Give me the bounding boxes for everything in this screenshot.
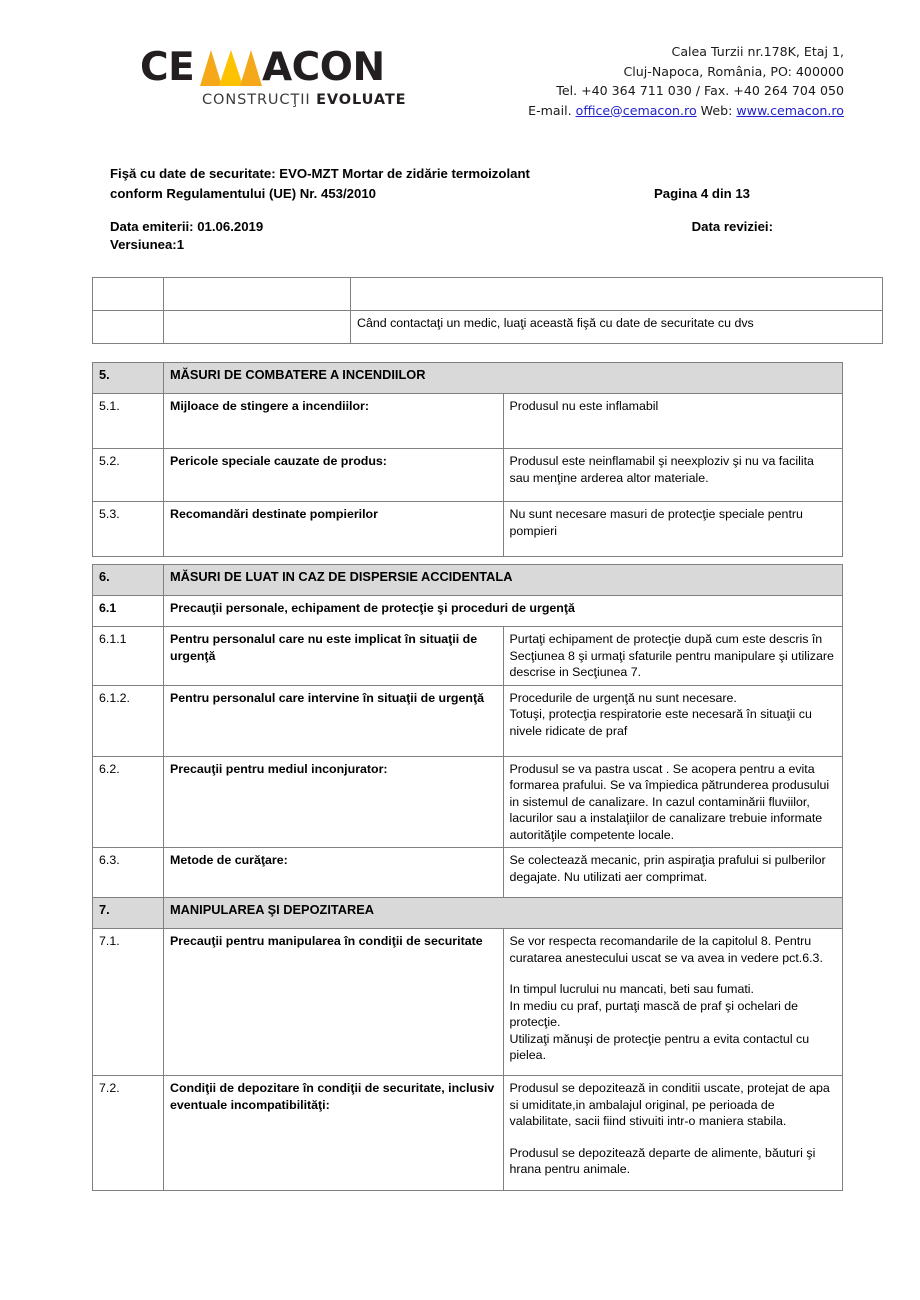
row-label-6-1-2: Pentru personalul care intervine în situaţii de urgenţă <box>164 685 504 756</box>
row-label-6-2: Precauţii pentru mediul inconjurator: <box>164 756 504 848</box>
website-link[interactable]: www.cemacon.ro <box>736 102 844 118</box>
contact-phone-fax: Tel. +40 364 711 030 / Fax. +40 264 704 050 <box>556 83 844 98</box>
page-indicator: Pagina 4 din 13 <box>653 186 750 201</box>
row-label-6-1-1: Pentru personalul care nu este implicat în situaţii de urgenţă <box>164 627 504 686</box>
row-body-6-1-2-line1: Procedurile de urgenţă nu sunt necesare. <box>509 690 737 705</box>
table-top-r1-c1 <box>93 278 164 311</box>
section-header-row <box>93 565 843 596</box>
logo-wordmark <box>140 45 390 90</box>
document-version: Versiunea:1 <box>110 237 185 252</box>
table-top-r2-c1 <box>93 311 164 344</box>
contact-email-web-line <box>528 101 844 121</box>
issue-date: Data emiterii: 01.06.2019 <box>110 219 264 234</box>
document-title-line2-row <box>110 184 750 204</box>
row-label-5-3: Recomandări destinate pompierilor <box>164 502 504 557</box>
logo-tagline <box>202 92 406 108</box>
row-number-7-2: 7.2. <box>93 1076 164 1191</box>
subsection-header-row <box>93 596 843 627</box>
table-top-r1-c3 <box>351 278 883 311</box>
table-row <box>93 311 883 344</box>
section-6-table <box>92 564 843 901</box>
logo-text-post: ACON <box>262 45 385 90</box>
row-label-7-1: Precauţii pentru manipularea în condiţii de securitate <box>164 929 504 1076</box>
row-number-7-1: 7.1. <box>93 929 164 1076</box>
section-5-number: 5. <box>93 363 164 394</box>
row-body-6-2: Produsul se va pastra uscat . Se acopera pentru a evita formarea prafului. Se va împiedica pătrunderea produsului in sistemul de canalizare. In cazul contaminării fluviilor, lacurilor sau a instalaţiilor de canalizare trebuie informate autorităţile competente locale. <box>503 756 843 848</box>
table-row <box>93 756 843 848</box>
row-number-6-2: 6.2. <box>93 756 164 848</box>
table-row <box>93 394 843 449</box>
row-number-5-1: 5.1. <box>93 394 164 449</box>
document-title-line1: Fişă cu date de securitate: EVO-MZT Mortar de zidărie termoizolant <box>110 166 530 181</box>
table-row <box>93 848 843 901</box>
row-body-7-1-line1: In timpul lucrului nu mancati, beti sau fumati. <box>509 982 754 996</box>
row-body-7-2 <box>503 1076 843 1191</box>
contact-address-line1: Calea Turzii nr.178K, Etaj 1, <box>671 44 844 59</box>
subsection-6-1-number: 6.1 <box>93 596 164 627</box>
web-label: Web: <box>696 102 737 118</box>
document-meta-block <box>110 218 850 254</box>
row-label-5-2: Pericole speciale cauzate de produs: <box>164 449 504 502</box>
revision-date: Data reviziei: <box>691 219 773 234</box>
table-row <box>93 502 843 557</box>
table-row <box>93 449 843 502</box>
row-body-7-2-paragraph2: Produsul se depozitează departe de alimente, băuturi şi hrana pentru animale. <box>509 1145 816 1176</box>
row-body-5-1: Produsul nu este inflamabil <box>503 394 843 449</box>
section-header-row <box>93 363 843 394</box>
section-7-heading: MANIPULAREA ŞI DEPOZITAREA <box>164 898 843 929</box>
row-label-5-1: Mijloace de stingere a incendiilor: <box>164 394 504 449</box>
row-body-7-1 <box>503 929 843 1076</box>
page-header <box>0 0 920 140</box>
row-body-7-1-line3: Utilizaţi mănuşi de protecţie pentru a evita contactul cu pielea. <box>509 1031 810 1062</box>
document-regulation-reference: conform Regulamentului (UE) Nr. 453/2010 <box>110 186 377 201</box>
table-top-r2-c3: Când contactaţi un medic, luaţi această fişă cu date de securitate cu dvs <box>351 311 883 344</box>
section-5-table <box>92 362 843 557</box>
row-label-6-3: Metode de curăţare: <box>164 848 504 901</box>
email-label: E-mail. <box>528 102 576 118</box>
row-number-6-3: 6.3. <box>93 848 164 901</box>
table-row <box>93 278 883 311</box>
table-top-r2-c2 <box>164 311 351 344</box>
company-contact-info <box>528 42 844 120</box>
email-link[interactable]: office@cemacon.ro <box>575 102 697 118</box>
row-number-5-3: 5.3. <box>93 502 164 557</box>
contact-address-line2: Cluj-Napoca, România, PO: 400000 <box>623 63 844 79</box>
logo-tagline-normal: CONSTRUCŢII <box>202 92 317 108</box>
table-top-r1-c2 <box>164 278 351 311</box>
table-row <box>93 627 843 686</box>
row-body-6-1-1: Purtaţi echipament de protecţie după cum este descris în Secţiunea 8 şi urmaţi sfaturile pentru manipulare şi utilizare descrise in Secţiunea 7. <box>503 627 843 686</box>
row-number-5-2: 5.2. <box>93 449 164 502</box>
document-title-block <box>110 164 850 204</box>
cemacon-logo <box>140 45 407 120</box>
row-body-7-1-paragraph1: Se vor respecta recomandarile de la capitolul 8. Pentru curatarea anestecului uscat se va avea in vedere pct.6.3. <box>509 934 823 965</box>
section-6-heading: MĂSURI DE LUAT IN CAZ DE DISPERSIE ACCIDENTALA <box>164 565 843 596</box>
table-row <box>93 929 843 1076</box>
section-7-number: 7. <box>93 898 164 929</box>
logo-m-glyph-icon <box>200 50 262 86</box>
row-body-7-2-paragraph1: Produsul se depozitează in conditii uscate, protejat de apa si umiditate,in ambalajul original, pe perioada de valabilitate, sacii fiind stivuiti intr-o maniera stabila. <box>509 1081 830 1128</box>
document-meta-row <box>110 218 773 236</box>
row-body-6-3: Se colectează mecanic, prin aspiraţia prafului si pulberilor degajate. Nu utilizati aer comprimat. <box>503 848 843 901</box>
row-number-6-1-2: 6.1.2. <box>93 685 164 756</box>
row-label-7-2: Condiţii de depozitare în condiţii de securitate, inclusiv eventuale incompatibilităţi: <box>164 1076 504 1191</box>
row-body-6-1-2-line2: Totuşi, protecţia respiratorie este necesară în situaţii cu nivele ridicate de praf <box>509 707 812 738</box>
continued-table-fragment <box>92 277 883 344</box>
section-header-row <box>93 898 843 929</box>
row-body-5-3: Nu sunt necesare masuri de protecţie speciale pentru pompieri <box>503 502 843 557</box>
row-body-5-2: Produsul este neinflamabil şi neexploziv şi nu va facilita sau menţine arderea altor materiale. <box>503 449 843 502</box>
table-row <box>93 1076 843 1191</box>
section-7-table <box>92 897 843 1191</box>
logo-tagline-bold: EVOLUATE <box>316 92 407 108</box>
subsection-6-1-heading: Precauţii personale, echipament de protecţie şi proceduri de urgenţă <box>164 596 843 627</box>
section-5-heading: MĂSURI DE COMBATERE A INCENDIILOR <box>164 363 843 394</box>
table-row <box>93 685 843 756</box>
logo-text-pre: CE <box>140 45 195 90</box>
row-body-7-1-line2: In mediu cu praf, purtaţi mască de praf şi ochelari de protecţie. <box>509 998 799 1029</box>
section-6-number: 6. <box>93 565 164 596</box>
row-number-6-1-1: 6.1.1 <box>93 627 164 686</box>
row-body-6-1-2 <box>503 685 843 756</box>
